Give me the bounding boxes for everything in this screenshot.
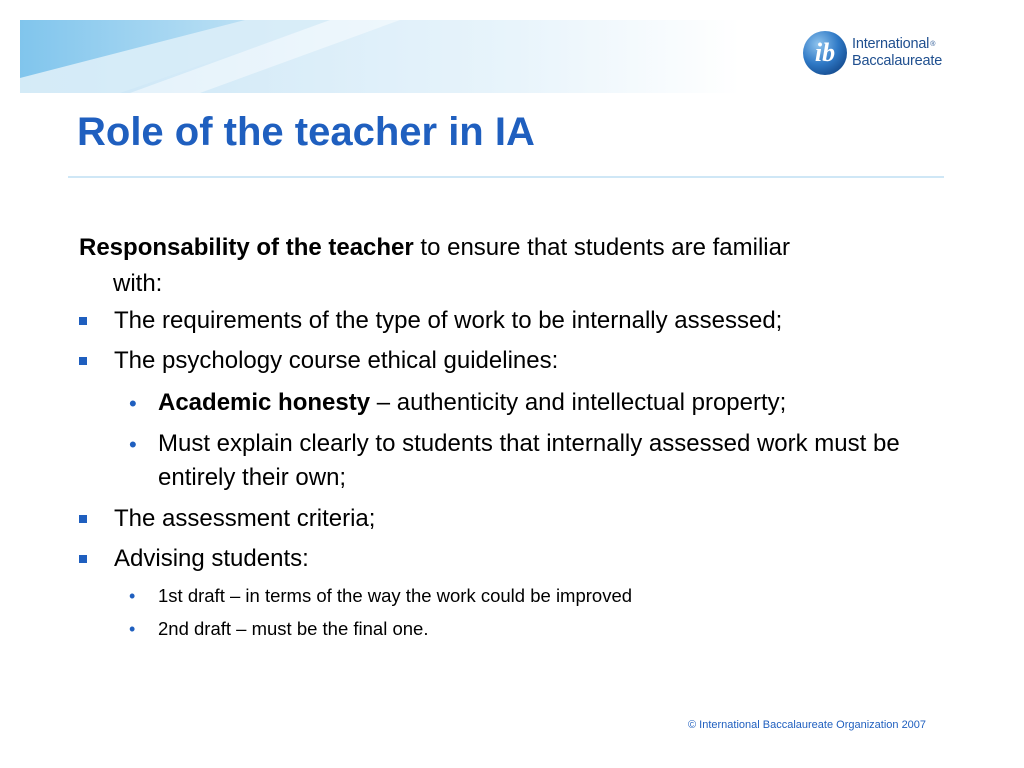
bullet-dot-icon: • [129,391,137,416]
list-item-text: The assessment criteria; [114,505,376,532]
title-divider [68,176,944,178]
square-bullet-icon [79,317,87,325]
sub-item-bold: Academic honesty [158,389,371,416]
ib-logo-icon [802,30,848,76]
logo-line-1: International [852,36,930,52]
svg-text:ib: ib [814,38,836,67]
intro-paragraph [79,230,949,302]
sub-item-text: 2nd draft – must be the final one. [158,618,429,639]
ib-logo-wordmark [852,36,942,70]
copyright-footer: © International Baccalaureate Organization 2007 [688,719,927,731]
intro-rest: to ensure that students are familiar [413,234,790,261]
registered-mark: ® [930,41,936,48]
intro-line-2: with: [113,270,163,297]
square-bullet-icon [79,357,87,365]
list-item-text: The requirements of the type of work to be internally assessed; [114,307,783,334]
slide-title: Role of the teacher in IA [77,110,535,154]
bullet-dot-icon: • [129,619,136,639]
sub-item-text: – authenticity and intellectual property; [370,389,787,416]
square-bullet-icon [79,515,87,523]
sub-item-text: 1st draft – in terms of the way the work could be improved [158,585,633,606]
logo-line-2: Baccalaureate [852,53,943,69]
sub-item-text: Must explain clearly to students that internally assessed work must be entirely their own; [158,430,900,491]
ib-logo [802,30,952,80]
bullet-dot-icon: • [129,586,136,606]
list-item-text: The psychology course ethical guidelines: [114,347,559,374]
list-item-text: Advising students: [114,545,309,572]
bullet-dot-icon: • [129,432,137,457]
square-bullet-icon [79,555,87,563]
intro-bold: Responsability of the teacher [79,234,414,261]
